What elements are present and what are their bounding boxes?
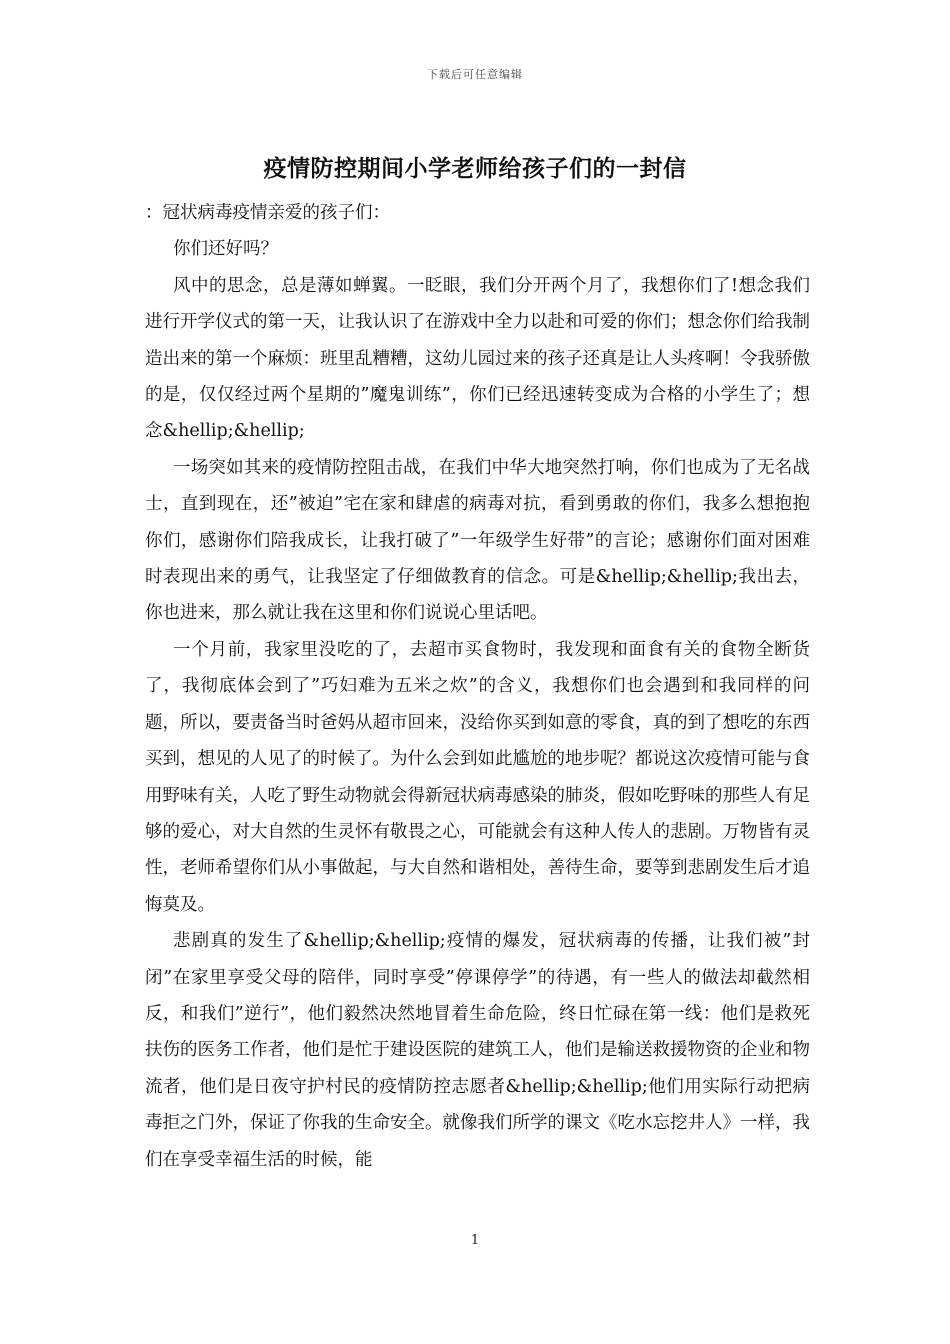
page-title: 疫情防控期间小学老师给孩子们的一封信 [263, 155, 687, 182]
paragraph: 悲剧真的发生了&hellip;&hellip;疫情的爆发，冠状病毒的传播，让我们被”封闭”在家里享受父母的陪伴，同时享受”停课停学”的待遇，有一些人的做法却截然相反，和我们”逆行”，他们毅然决然地冒着生命危险，终日忙碌在第一线：他们是救死扶伤的医务工作者，他们是忙于建设医院的建筑工人，他们是输送救援物资的企业和物流者，他们是日夜守护村民的疫情防控志愿者&hellip;&hellip;他们用实际行动把病毒拒之门外，保证了你我的生命安全。就像我们所学的课文《吃水忘挖井人》一样，我们在享受幸福生活的时候，能 [145, 931, 810, 1170]
page-number: 1 [470, 1233, 480, 1248]
paragraph: 一场突如其来的疫情防控阻击战，在我们中华大地突然打响，你们也成为了无名战士，直到现在，还”被迫”宅在家和肆虐的病毒对抗，看到勇敢的你们，我多么想抱抱你们，感谢你们陪我成长，让我打破了”一年级学生好带”的言论；感谢你们面对困难时表现出来的勇气，让我坚定了仔细做教育的信念。可是&hellip;&hellip;我出去，你也进来，那么就让我在这里和你们说说心里话吧。 [145, 457, 810, 624]
salutation: ：冠状病毒疫情亲爱的孩子们： [145, 203, 390, 223]
paragraph: 你们还好吗？ [173, 239, 278, 260]
header-note: 下载后可任意编辑 [427, 68, 523, 81]
paragraph: 一个月前，我家里没吃的了，去超市买食物时，我发现和面食有关的食物全断货了，我彻底体会到了”巧妇难为五米之炊”的含义，我想你们也会遇到和我同样的问题，所以，要责备当时爸妈从超市回来，没给你买到如意的零食，真的到了想吃的东西买到，想见的人见了的时候了。为什么会到如此尴尬的地步呢？都说这次疫情可能与食用野味有关，人吃了野生动物就会得新冠状病毒感染的肺炎，假如吃野味的那些人有足够的爱心，对大自然的生灵怀有敬畏之心，可能就会有这种人传人的悲剧。万物皆有灵性，老师希望你们从小事做起，与大自然和谐相处，善待生命，要等到悲剧发生后才追悔莫及。 [145, 639, 810, 915]
paragraph: 风中的思念，总是薄如蝉翼。一眨眼，我们分开两个月了，我想你们了!想念我们进行开学仪式的第一天，让我认识了在游戏中全力以赴和可爱的你们；想念你们给我制造出来的第一个麻烦：班里乱糟糟，这幼儿园过来的孩子还真是让人头疼啊！令我骄傲的是，仅仅经过两个星期的”魔鬼训练”，你们已经迅速转变成为合格的小学生了；想念&hellip;&hellip; [145, 275, 810, 442]
letter-body [145, 195, 810, 1178]
